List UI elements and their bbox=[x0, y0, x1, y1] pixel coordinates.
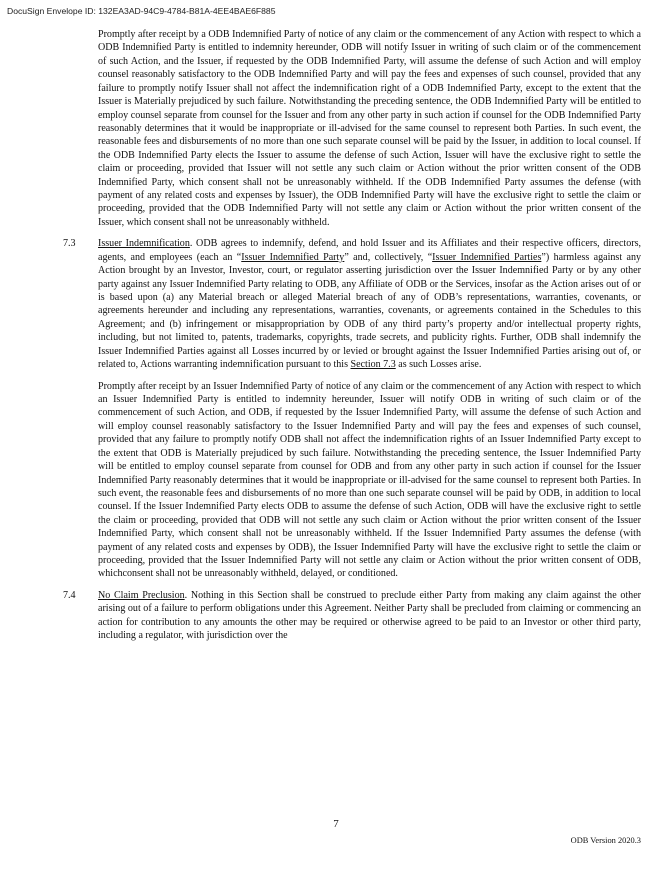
section-7-4 bbox=[63, 589, 641, 643]
document-body bbox=[63, 28, 641, 643]
page-number: 7 bbox=[333, 818, 339, 830]
docusign-envelope-id: DocuSign Envelope ID: 132EA3AD-94C9-4784-B81A-4EE4BAE6F885 bbox=[7, 6, 276, 16]
section-7-3 bbox=[63, 237, 641, 581]
indemnification-notice-paragraph: Promptly after receipt by a ODB Indemnified Party of notice of any claim or the commencement of any Action with respect to which a ODB Indemnified Party is entitled to indemnity hereunder, ODB will notify Issuer in writing of such claim or of the commencement of such Action, and the Issuer, if requested by the ODB Indemnified Party, will assume the defense of such Action and will employ counsel reasonably satisfactory to the ODB Indemnified Party and will pay the fees and expenses of such counsel, provided that any failure to promptly notify Issuer shall not affect the indemnification right of a ODB Indemnified Party, except to the extent that the Issuer is Materially prejudiced by such failure. Notwithstanding the preceding sentence, the ODB Indemnified Party will be entitled to employ counsel separate from counsel for the Issuer and from any other party in such action if counsel for the ODB Indemnified Party reasonably determines that it would be inappropriate or ill-advised for the same counsel to represent both Parties. In such event, the reasonable fees and disbursements of no more than one such separate counsel will be paid by the Issuer, in addition to local counsel. If the ODB Indemnified Party elects the Issuer to assume the defense of such Action, Issuer will have the exclusive right to settle the claim or proceeding, provided that Issuer will not settle any such claim or Action without the prior written consent of the ODB Indemnified Party, which consent shall not be unreasonably withheld. If the ODB Indemnified Party assumes the defense (with payment of any related costs and expenses by Issuer), the ODB Indemnified Party will have the exclusive right to settle the claim or proceeding, provided that the ODB Indemnified Party will not settle any claim or Action without the prior written consent of the Issuer, which consent shall not be unreasonably withheld. bbox=[98, 29, 641, 228]
section-reference: Section 7.3 bbox=[350, 359, 396, 371]
section-number: 7.4 bbox=[63, 589, 76, 601]
section-7-3-paragraph bbox=[98, 237, 641, 371]
text-run: . Nothing in this Section shall be construed to preclude either Party from making any claim against the other arising out of a failure to perform obligations under this Agreement. Neither Party shall be precluded from claiming or commencing an action for contribution to any amounts the other may be required or otherwise agreed to be paid to an Investor or other third party, including a regulator, with jurisdiction over the bbox=[98, 589, 641, 642]
section-7-4-paragraph bbox=[98, 589, 641, 643]
section-7-3-notice-paragraph: Promptly after receipt by an Issuer Indemnified Party of notice of any claim or the commencement of any Action with respect to which an Issuer Indemnified Party is entitled to indemnity hereunder, Issuer will notify ODB in writing of such claim or of the commencement of such Action, and ODB, if requested by the Issuer Indemnified Party, will assume the defense of such Action and will employ counsel reasonably satisfactory to the Issuer Indemnified Party and will pay the fees and expenses of such counsel, provided that any failure to promptly notify ODB shall not affect the indemnification rights of an Issuer Indemnified Party except to the extent that ODB is Materially prejudiced by such failure. Notwithstanding the preceding sentence, the Issuer Indemnified Party will be entitled to employ counsel separate from counsel for ODB and from any other party in such action if counsel for the Issuer Indemnified Party reasonably determines that it would be inappropriate or ill-advised for the same counsel to represent both Parties. In such event, the reasonable fees and disbursements of no more than one such separate counsel will be paid by ODB, in addition to local counsel. If the Issuer Indemnified Party elects ODB to assume the defense of such Action, ODB will have the exclusive right to settle the claim or proceeding, provided that ODB will not settle any such claim or Action without the prior written consent of the Issuer Indemnified Party, which consent shall not be unreasonably withheld. If the Issuer Indemnified Party assumes the defense (with payment of any related costs and expenses by ODB), the Issuer Indemnified Party will have the exclusive right to settle the claim or proceeding, provided that the Issuer Indemnified Party will not settle any claim or Action without the prior written consent of ODB, whichconsent shall not be unreasonably withheld, delayed, or conditioned. bbox=[98, 380, 641, 580]
defined-term: Issuer Indemnified Parties bbox=[432, 251, 542, 263]
section-heading: Issuer Indemnification bbox=[98, 238, 190, 250]
version-footer: ODB Version 2020.3 bbox=[570, 836, 641, 845]
text-run: . ODB agrees to indemnify, defend, and hold Issuer and its Affiliates and their respective officers, directors, agents, and employees (each an “ bbox=[98, 238, 641, 263]
text-run: ” and, collectively, “ bbox=[344, 251, 433, 263]
text-run: as such Losses arise. bbox=[395, 359, 482, 371]
section-heading: No Claim Preclusion bbox=[98, 589, 185, 601]
text-run: ”) harmless against any Action brought by an Investor, Investor, court, or regulator asserting jurisdiction over the Issuer Indemnified Party or by any other party against any Issuer Indemnified Party relating to ODB, any Affiliate of ODB or the Services, insofar as the Action arises out of or is based upon (a) any Material breach or alleged Material breach of any of ODB’s representations, warranties, covenants, or agreements hereunder and including any representations, warranties, covenants, or agreements contained in the Schedules to this Agreement; and (b) infringement or misappropriation by ODB of any third party’s property and/or intellectual property rights, including, but not limited to, patents, trademarks, copyrights, trade secrets, and publicity rights. Further, ODB shall indemnify the Issuer Indemnified Parties against all Losses incurred by or levied or brought against the Issuer Indemnified Parties arising out of, or related to, Actions warranting indemnification pursuant to this bbox=[98, 251, 642, 371]
defined-term: Issuer Indemnified Party bbox=[241, 251, 345, 263]
section-number: 7.3 bbox=[63, 238, 76, 250]
